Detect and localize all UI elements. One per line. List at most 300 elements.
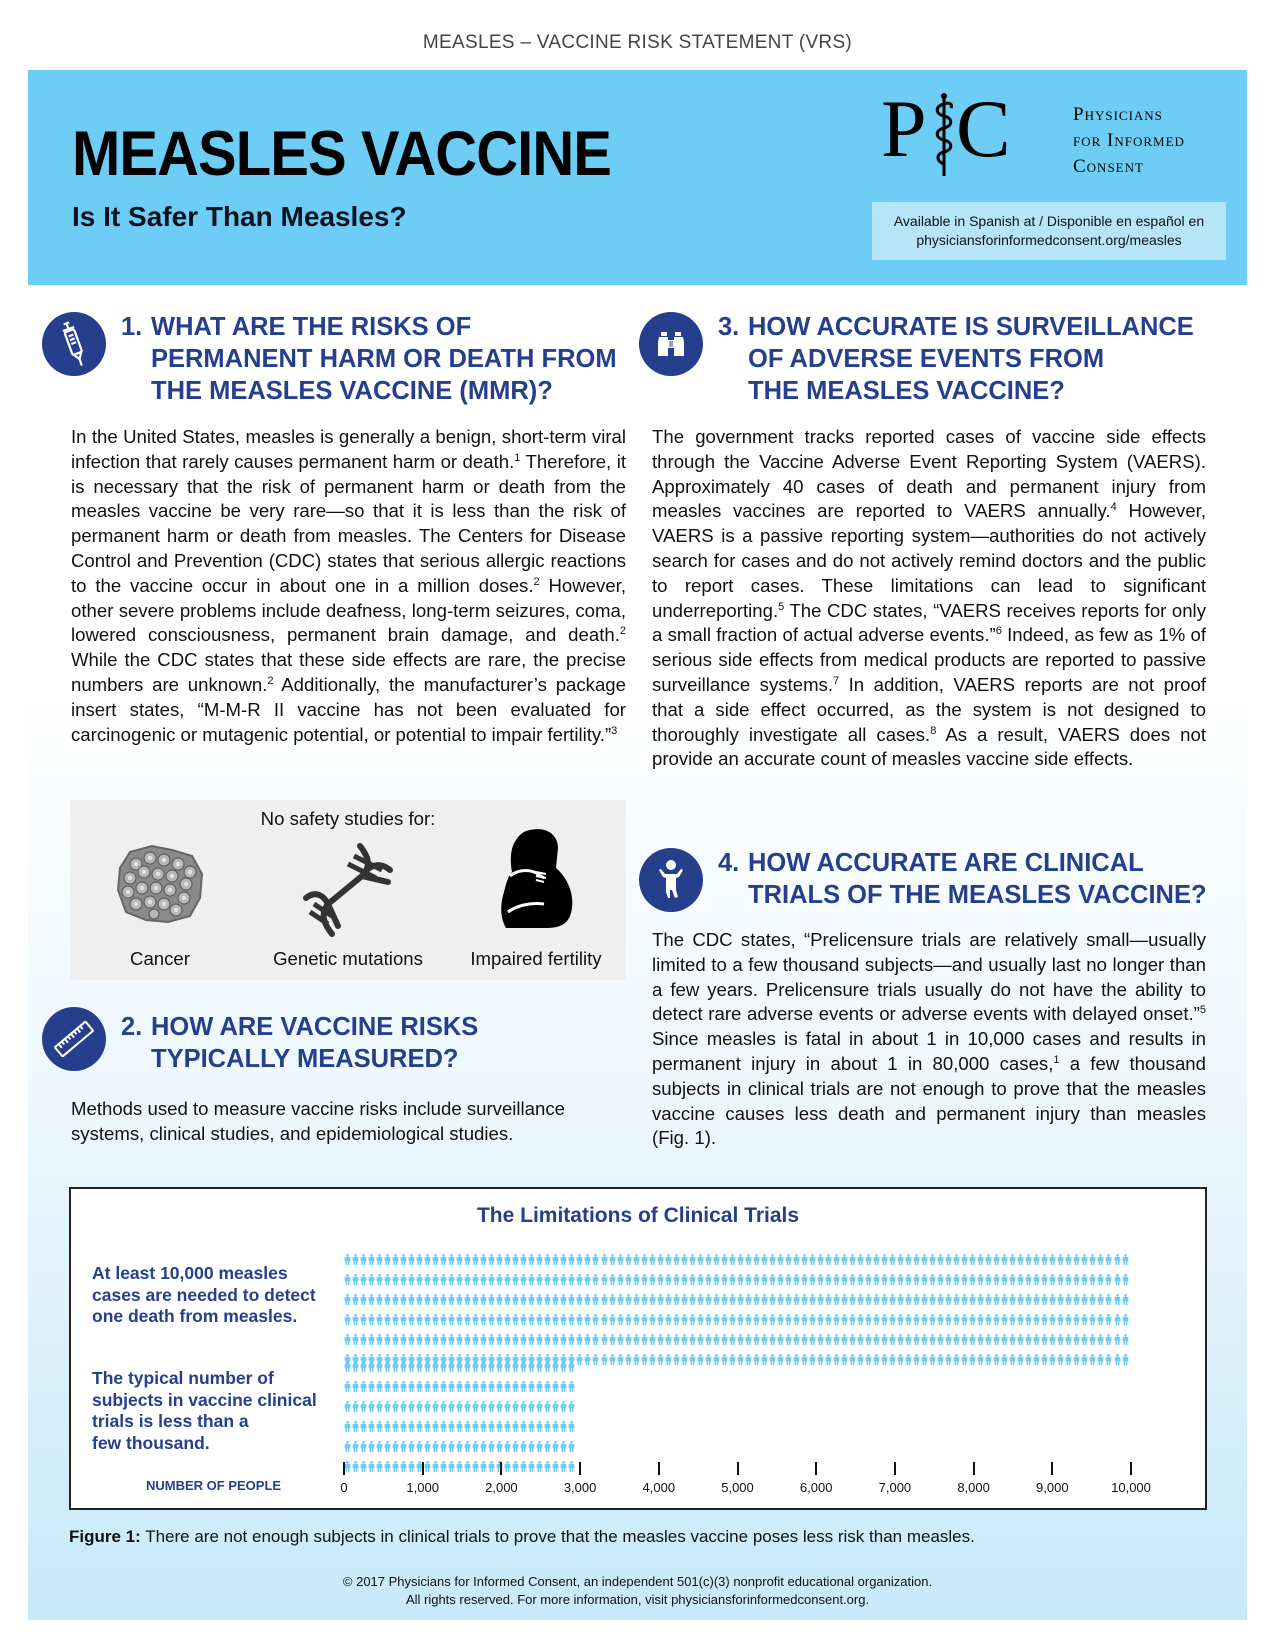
person-icon xyxy=(889,1352,897,1370)
person-icon xyxy=(617,1352,625,1370)
person-icon xyxy=(601,1292,609,1310)
person-icon xyxy=(977,1252,985,1270)
section-1-heading-line: PERMANENT HARM OR DEATH FROM xyxy=(151,345,617,373)
person-icon xyxy=(520,1272,528,1290)
person-icon xyxy=(705,1332,713,1350)
person-icon xyxy=(897,1292,905,1310)
person-icon xyxy=(1089,1272,1097,1290)
person-icon xyxy=(761,1352,769,1370)
person-icon xyxy=(1089,1332,1097,1350)
person-icon xyxy=(1001,1272,1009,1290)
person-icon xyxy=(344,1459,352,1477)
person-icon xyxy=(544,1332,552,1350)
person-icon xyxy=(1105,1252,1113,1270)
person-icon xyxy=(721,1292,729,1310)
person-icon xyxy=(480,1459,488,1477)
person-icon xyxy=(552,1332,560,1350)
person-icon xyxy=(464,1312,472,1330)
person-icon xyxy=(520,1459,528,1477)
person-icon xyxy=(785,1252,793,1270)
person-icon xyxy=(504,1459,512,1477)
person-icon xyxy=(504,1332,512,1350)
person-icon xyxy=(609,1272,617,1290)
clinical-trials-chart xyxy=(69,1187,1207,1510)
person-icon xyxy=(601,1352,609,1370)
person-icon xyxy=(793,1312,801,1330)
person-icon xyxy=(480,1399,488,1417)
person-icon xyxy=(953,1292,961,1310)
person-icon xyxy=(745,1312,753,1330)
person-icon xyxy=(408,1359,416,1377)
person-icon xyxy=(937,1312,945,1330)
person-icon xyxy=(681,1332,689,1350)
person-icon xyxy=(1057,1272,1065,1290)
person-icon xyxy=(809,1252,817,1270)
person-icon xyxy=(488,1252,496,1270)
person-icon xyxy=(993,1312,1001,1330)
person-icon xyxy=(1122,1352,1130,1370)
person-icon xyxy=(1073,1312,1081,1330)
footnote-ref: 5 xyxy=(778,600,785,613)
person-icon xyxy=(520,1312,528,1330)
person-icon xyxy=(1017,1272,1025,1290)
person-icon xyxy=(1033,1312,1041,1330)
person-icon xyxy=(673,1332,681,1350)
person-icon xyxy=(601,1272,609,1290)
section-2-heading-line: TYPICALLY MEASURED? xyxy=(151,1045,459,1073)
person-icon xyxy=(408,1332,416,1350)
x-axis-tick-label: 5,000 xyxy=(721,1480,754,1495)
person-icon xyxy=(769,1292,777,1310)
person-icon xyxy=(536,1292,544,1310)
person-icon xyxy=(544,1379,552,1397)
person-icon xyxy=(1049,1332,1057,1350)
person-icon xyxy=(440,1332,448,1350)
person-icon xyxy=(512,1419,520,1437)
person-icon xyxy=(496,1439,504,1457)
person-icon xyxy=(1041,1332,1049,1350)
person-icon xyxy=(560,1252,568,1270)
person-icon xyxy=(977,1352,985,1370)
person-icon xyxy=(625,1312,633,1330)
person-icon xyxy=(568,1459,576,1477)
no-safety-label-genetic-mutations: Genetic mutations xyxy=(273,948,423,969)
person-icon xyxy=(464,1459,472,1477)
person-icon xyxy=(1025,1292,1033,1310)
person-icon xyxy=(568,1399,576,1417)
person-icon xyxy=(985,1272,993,1290)
person-icon xyxy=(440,1419,448,1437)
person-icon xyxy=(913,1312,921,1330)
person-icon xyxy=(456,1332,464,1350)
person-icon xyxy=(985,1332,993,1350)
person-icon xyxy=(408,1272,416,1290)
person-icon xyxy=(617,1272,625,1290)
person-icon xyxy=(1057,1352,1065,1370)
person-icon xyxy=(480,1332,488,1350)
person-icon xyxy=(1017,1352,1025,1370)
person-icon xyxy=(785,1292,793,1310)
person-icon xyxy=(424,1252,432,1270)
person-icon xyxy=(592,1332,600,1350)
person-icon xyxy=(809,1312,817,1330)
person-icon xyxy=(649,1332,657,1350)
footer xyxy=(0,1573,1275,1609)
person-icon xyxy=(729,1332,737,1350)
person-icon xyxy=(520,1332,528,1350)
person-icon xyxy=(496,1399,504,1417)
person-icon xyxy=(536,1312,544,1330)
person-icon xyxy=(472,1252,480,1270)
section-2-heading xyxy=(121,1011,631,1075)
person-icon xyxy=(761,1312,769,1330)
person-icon xyxy=(1081,1312,1089,1330)
person-icon xyxy=(512,1399,520,1417)
person-icon xyxy=(392,1312,400,1330)
person-icon xyxy=(729,1292,737,1310)
person-icon xyxy=(448,1312,456,1330)
person-icon xyxy=(1081,1252,1089,1270)
person-icon xyxy=(769,1312,777,1330)
person-icon xyxy=(689,1292,697,1310)
person-icon xyxy=(592,1312,600,1330)
person-icon xyxy=(584,1252,592,1270)
spanish-notice-line-1: Available in Spanish at / Disponible en español en xyxy=(893,213,1205,229)
section-3-number: 3. xyxy=(718,313,740,341)
person-icon xyxy=(424,1312,432,1330)
person-icon xyxy=(937,1252,945,1270)
footnote-ref: 6 xyxy=(995,625,1002,638)
person-icon xyxy=(865,1312,873,1330)
person-icon xyxy=(456,1419,464,1437)
person-icon xyxy=(689,1352,697,1370)
person-icon xyxy=(536,1399,544,1417)
person-icon xyxy=(873,1352,881,1370)
person-icon xyxy=(472,1399,480,1417)
person-icon xyxy=(568,1252,576,1270)
person-icon xyxy=(1001,1352,1009,1370)
person-icon xyxy=(344,1419,352,1437)
person-icon xyxy=(609,1292,617,1310)
person-icon xyxy=(969,1312,977,1330)
figure-caption-text: There are not enough subjects in clinical trials to prove that the measles vaccine poses less risk than measles. xyxy=(140,1527,975,1546)
footnote-ref: 1 xyxy=(514,451,521,464)
no-safety-item-genetic-mutations xyxy=(258,834,438,980)
person-icon xyxy=(352,1312,360,1330)
person-icon xyxy=(400,1439,408,1457)
person-icon xyxy=(512,1272,520,1290)
person-icon xyxy=(464,1252,472,1270)
person-icon xyxy=(1073,1292,1081,1310)
person-icon xyxy=(368,1439,376,1457)
person-icon xyxy=(777,1292,785,1310)
footnote-ref: 3 xyxy=(611,724,618,737)
person-icon xyxy=(544,1312,552,1330)
chart-label-line: few thousand. xyxy=(92,1432,210,1453)
person-icon xyxy=(1049,1312,1057,1330)
person-icon xyxy=(641,1292,649,1310)
person-icon xyxy=(368,1272,376,1290)
person-icon xyxy=(472,1332,480,1350)
person-icon xyxy=(400,1359,408,1377)
person-icon xyxy=(384,1379,392,1397)
person-icon xyxy=(913,1292,921,1310)
person-icon xyxy=(785,1332,793,1350)
person-icon xyxy=(689,1272,697,1290)
person-icon xyxy=(408,1292,416,1310)
person-icon xyxy=(576,1352,584,1370)
person-icon xyxy=(456,1272,464,1290)
person-icon xyxy=(985,1312,993,1330)
person-icon xyxy=(1057,1292,1065,1310)
person-icon xyxy=(705,1292,713,1310)
person-icon xyxy=(384,1439,392,1457)
section-2-heading-line: HOW ARE VACCINE RISKS xyxy=(151,1013,479,1041)
section-4-heading xyxy=(718,847,1228,911)
spanish-notice-link[interactable]: physiciansforinformedconsent.org/measles xyxy=(916,232,1182,248)
person-icon xyxy=(440,1399,448,1417)
person-icon xyxy=(641,1352,649,1370)
child-icon xyxy=(639,848,703,912)
person-icon xyxy=(1041,1252,1049,1270)
person-icon xyxy=(889,1272,897,1290)
person-icon xyxy=(769,1252,777,1270)
person-icon xyxy=(873,1272,881,1290)
figure-caption xyxy=(69,1527,975,1547)
person-icon xyxy=(625,1292,633,1310)
person-icon xyxy=(865,1272,873,1290)
person-icon xyxy=(376,1312,384,1330)
person-icon xyxy=(504,1399,512,1417)
person-icon xyxy=(376,1419,384,1437)
person-icon xyxy=(552,1439,560,1457)
person-icon xyxy=(801,1272,809,1290)
person-icon xyxy=(793,1352,801,1370)
person-icon xyxy=(504,1439,512,1457)
person-icon xyxy=(544,1292,552,1310)
person-icon xyxy=(1025,1312,1033,1330)
person-icon xyxy=(1122,1312,1130,1330)
person-icon xyxy=(552,1312,560,1330)
person-icon xyxy=(448,1439,456,1457)
person-icon xyxy=(649,1272,657,1290)
person-icon xyxy=(1122,1292,1130,1310)
person-icon xyxy=(384,1459,392,1477)
person-icon xyxy=(657,1332,665,1350)
person-icon xyxy=(1114,1332,1122,1350)
person-icon xyxy=(713,1332,721,1350)
person-icon xyxy=(905,1252,913,1270)
no-safety-item-impaired-fertility xyxy=(446,834,626,980)
person-icon xyxy=(472,1312,480,1330)
person-icon xyxy=(1001,1332,1009,1350)
person-icon xyxy=(440,1312,448,1330)
person-icon xyxy=(929,1292,937,1310)
person-icon xyxy=(352,1399,360,1417)
x-axis-tick-label: 10,000 xyxy=(1111,1480,1151,1495)
person-icon xyxy=(857,1292,865,1310)
person-icon xyxy=(504,1312,512,1330)
person-icon xyxy=(424,1292,432,1310)
person-icon xyxy=(665,1272,673,1290)
x-axis-tick-label: 9,000 xyxy=(1036,1480,1069,1495)
person-icon xyxy=(641,1332,649,1350)
person-icon xyxy=(1081,1332,1089,1350)
person-icon xyxy=(488,1379,496,1397)
person-icon xyxy=(961,1252,969,1270)
logo-line-2: for Informed xyxy=(1073,130,1185,151)
person-icon xyxy=(560,1439,568,1457)
section-3-heading-line: OF ADVERSE EVENTS FROM xyxy=(748,345,1105,373)
person-icon xyxy=(1057,1252,1065,1270)
person-icon xyxy=(552,1419,560,1437)
person-icon xyxy=(905,1312,913,1330)
person-icon xyxy=(480,1312,488,1330)
person-icon xyxy=(400,1399,408,1417)
person-icon xyxy=(424,1399,432,1417)
person-icon xyxy=(448,1332,456,1350)
person-icon xyxy=(376,1332,384,1350)
figure-caption-label: Figure 1: xyxy=(69,1527,141,1546)
person-icon xyxy=(769,1352,777,1370)
person-icon xyxy=(472,1359,480,1377)
x-axis-tick xyxy=(579,1462,581,1475)
person-icon xyxy=(1097,1272,1105,1290)
person-icon xyxy=(817,1272,825,1290)
person-icon xyxy=(953,1332,961,1350)
person-icon xyxy=(625,1332,633,1350)
person-icon xyxy=(993,1252,1001,1270)
person-icon xyxy=(681,1352,689,1370)
person-icon xyxy=(873,1332,881,1350)
person-icon xyxy=(657,1252,665,1270)
person-icon xyxy=(576,1292,584,1310)
person-icon xyxy=(649,1312,657,1330)
person-icon xyxy=(849,1332,857,1350)
person-icon xyxy=(961,1332,969,1350)
x-axis-tick-label: 6,000 xyxy=(799,1480,833,1495)
person-icon xyxy=(528,1399,536,1417)
person-icon xyxy=(528,1272,536,1290)
person-icon xyxy=(576,1252,584,1270)
person-icon xyxy=(849,1312,857,1330)
person-icon xyxy=(1001,1292,1009,1310)
person-icon xyxy=(705,1252,713,1270)
x-axis-tick xyxy=(1130,1462,1132,1475)
person-icon xyxy=(609,1312,617,1330)
person-icon xyxy=(937,1352,945,1370)
person-icon xyxy=(833,1272,841,1290)
person-icon xyxy=(416,1272,424,1290)
person-icon xyxy=(897,1332,905,1350)
person-icon xyxy=(528,1439,536,1457)
logo-letter-c: C xyxy=(956,83,1011,174)
person-icon xyxy=(801,1292,809,1310)
person-icon xyxy=(1065,1352,1073,1370)
person-icon xyxy=(472,1459,480,1477)
person-icon xyxy=(793,1332,801,1350)
person-icon xyxy=(392,1379,400,1397)
person-icon xyxy=(881,1272,889,1290)
person-icon xyxy=(544,1419,552,1437)
person-icon xyxy=(649,1352,657,1370)
person-icon xyxy=(416,1359,424,1377)
person-icon xyxy=(929,1352,937,1370)
person-icon xyxy=(969,1332,977,1350)
person-icon xyxy=(544,1272,552,1290)
person-icon xyxy=(673,1352,681,1370)
person-icon xyxy=(993,1332,1001,1350)
person-icon xyxy=(697,1312,705,1330)
person-icon xyxy=(1114,1252,1122,1270)
person-icon xyxy=(945,1332,953,1350)
person-icon xyxy=(552,1359,560,1377)
person-icon xyxy=(913,1272,921,1290)
person-icon xyxy=(657,1272,665,1290)
person-icon xyxy=(560,1359,568,1377)
person-icon xyxy=(793,1272,801,1290)
footnote-ref: 2 xyxy=(619,625,626,638)
person-icon xyxy=(625,1272,633,1290)
person-icon xyxy=(777,1252,785,1270)
person-icon xyxy=(488,1359,496,1377)
person-icon xyxy=(673,1292,681,1310)
person-icon xyxy=(1105,1292,1113,1310)
person-icon xyxy=(568,1272,576,1290)
person-icon xyxy=(665,1292,673,1310)
person-icon xyxy=(488,1332,496,1350)
person-icon xyxy=(953,1252,961,1270)
person-icon xyxy=(1097,1352,1105,1370)
person-icon xyxy=(1049,1252,1057,1270)
person-icon xyxy=(504,1379,512,1397)
person-icon xyxy=(1001,1252,1009,1270)
footnote-ref: 2 xyxy=(267,674,274,687)
person-icon xyxy=(1017,1312,1025,1330)
person-icon xyxy=(360,1252,368,1270)
person-icon xyxy=(376,1359,384,1377)
person-icon xyxy=(448,1379,456,1397)
person-icon xyxy=(1033,1332,1041,1350)
person-icon xyxy=(592,1272,600,1290)
person-icon xyxy=(825,1292,833,1310)
person-icon xyxy=(584,1312,592,1330)
person-icon xyxy=(528,1379,536,1397)
person-icon xyxy=(905,1332,913,1350)
person-icon xyxy=(625,1252,633,1270)
person-icon xyxy=(793,1252,801,1270)
person-icon xyxy=(1033,1352,1041,1370)
person-icon xyxy=(681,1252,689,1270)
person-icon xyxy=(841,1352,849,1370)
person-icon xyxy=(384,1292,392,1310)
person-icon xyxy=(448,1399,456,1417)
person-icon xyxy=(1009,1252,1017,1270)
person-icon xyxy=(560,1332,568,1350)
person-icon xyxy=(681,1272,689,1290)
person-icon xyxy=(560,1272,568,1290)
person-icon xyxy=(1089,1312,1097,1330)
person-icon xyxy=(352,1252,360,1270)
people-icon-grid-3000 xyxy=(344,1359,576,1477)
person-icon xyxy=(1033,1272,1041,1290)
x-axis-tick xyxy=(1051,1462,1053,1475)
person-icon xyxy=(544,1359,552,1377)
person-icon xyxy=(352,1419,360,1437)
section-3-heading-line: THE MEASLES VACCINE? xyxy=(748,377,1065,405)
person-icon xyxy=(825,1272,833,1290)
person-icon xyxy=(480,1359,488,1377)
